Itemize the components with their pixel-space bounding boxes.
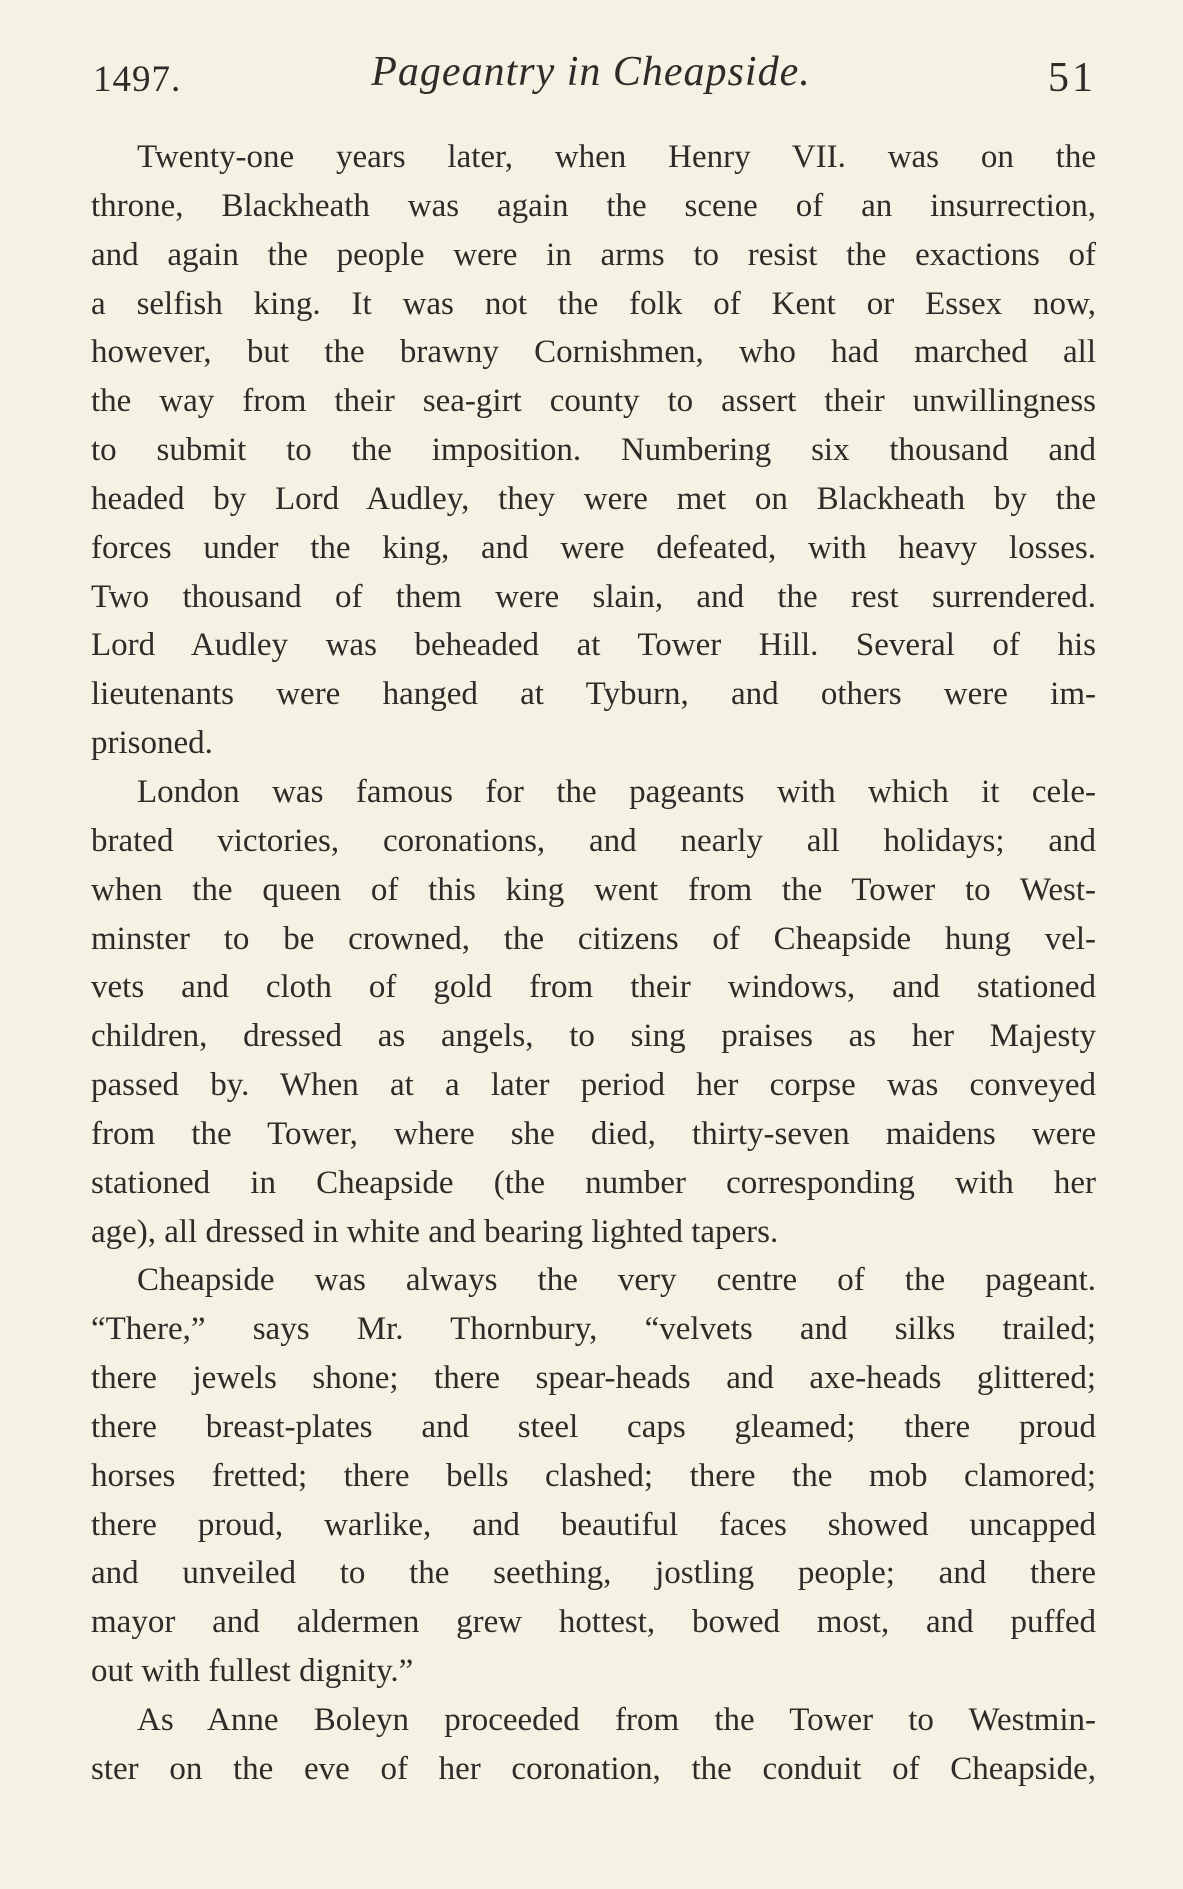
text-line: when the queen of this king went from the Tower to West- bbox=[91, 871, 1096, 908]
text-line: mayor and aldermen grew hottest, bowed most, and puffed bbox=[91, 1604, 1096, 1641]
text-line: to submit to the imposition. Numbering six thousand and bbox=[91, 432, 1096, 469]
text-line: and again the people were in arms to resist the exactions of bbox=[91, 236, 1096, 273]
page-number: 51 bbox=[1048, 55, 1096, 101]
text-line: there proud, warlike, and beautiful faces showed uncapped bbox=[91, 1506, 1096, 1543]
text-line: a selfish king. It was not the folk of Kent or Essex now, bbox=[91, 285, 1096, 322]
header-year: 1497. bbox=[93, 59, 182, 100]
text-line: Twenty-one years later, when Henry VII. was on the bbox=[137, 139, 1096, 175]
page-title: Pageantry in Cheapside. bbox=[371, 49, 811, 95]
text-line: there jewels shone; there spear-heads and axe-heads glittered; bbox=[91, 1360, 1096, 1397]
text-line: vets and cloth of gold from their windows, and stationed bbox=[91, 969, 1096, 1006]
body-text bbox=[91, 133, 1096, 1794]
text-line: “There,” says Mr. Thornbury, “velvets and silks trailed; bbox=[91, 1311, 1096, 1348]
text-line: however, but the brawny Cornishmen, who had marched all bbox=[91, 334, 1096, 371]
text-line: Lord Audley was beheaded at Tower Hill. Several of his bbox=[91, 627, 1096, 664]
text-line: brated victories, coronations, and nearly all holidays; and bbox=[91, 822, 1096, 859]
text-line: forces under the king, and were defeated, with heavy losses. bbox=[91, 529, 1096, 566]
text-line: horses fretted; there bells clashed; there the mob clamored; bbox=[91, 1457, 1096, 1494]
text-line: out with fullest dignity.” bbox=[91, 1653, 414, 1690]
text-line: headed by Lord Audley, they were met on Blackheath by the bbox=[91, 480, 1096, 517]
text-line: As Anne Boleyn proceeded from the Tower to Westmin- bbox=[137, 1702, 1096, 1738]
text-line: prisoned. bbox=[91, 725, 213, 762]
text-line: and unveiled to the seething, jostling people; and there bbox=[91, 1555, 1096, 1592]
text-line: ster on the eve of her coronation, the conduit of Cheapside, bbox=[91, 1750, 1096, 1787]
text-line: Two thousand of them were slain, and the rest surrendered. bbox=[91, 578, 1096, 615]
text-line: passed by. When at a later period her corpse was conveyed bbox=[91, 1067, 1096, 1104]
text-line: London was famous for the pageants with which it cele- bbox=[137, 773, 1096, 810]
text-line: stationed in Cheapside (the number corresponding with her bbox=[91, 1164, 1096, 1201]
text-line: lieutenants were hanged at Tyburn, and others were im- bbox=[91, 676, 1096, 713]
text-line: Cheapside was always the very centre of the pageant. bbox=[137, 1262, 1096, 1299]
text-line: from the Tower, where she died, thirty-seven maidens were bbox=[91, 1115, 1096, 1152]
text-line: there breast-plates and steel caps gleamed; there proud bbox=[91, 1408, 1096, 1445]
text-line: throne, Blackheath was again the scene of an insurrection, bbox=[91, 187, 1096, 224]
text-line: age), all dressed in white and bearing lighted tapers. bbox=[91, 1213, 779, 1250]
text-line: the way from their sea-girt county to assert their unwillingness bbox=[91, 383, 1096, 420]
text-line: minster to be crowned, the citizens of Cheapside hung vel- bbox=[91, 920, 1096, 957]
running-head bbox=[86, 44, 1096, 104]
text-line: children, dressed as angels, to sing praises as her Majesty bbox=[91, 1018, 1096, 1055]
